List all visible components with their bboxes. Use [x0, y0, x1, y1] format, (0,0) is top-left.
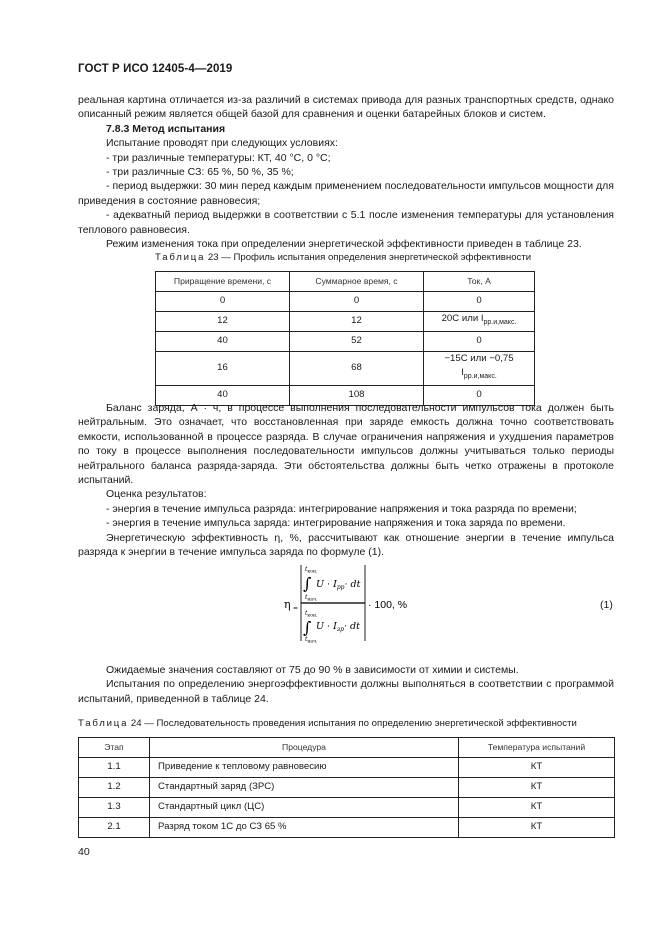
column-header: Приращение времени, с [156, 272, 290, 292]
table-label: Таблица [78, 718, 129, 729]
table-cell: 108 [290, 385, 424, 405]
table-cell: 0 [156, 292, 290, 312]
table-row [79, 778, 615, 798]
formula-numerator-body: $U \cdot I_{pp}\cdot$ dt [316, 579, 361, 591]
table-row [79, 818, 615, 838]
list-item: - энергия в течение импульса разряда: интегрирование напряжения и тока разряда по времени; [106, 502, 577, 515]
section-text-middle [78, 401, 614, 559]
table-cell: 40 [156, 332, 290, 352]
formula-upper-limit: $t_{кон.}$ [305, 566, 318, 575]
table-caption-text: 23 — Профиль испытания определения энергетической эффективности [207, 252, 532, 263]
page-number: 40 [78, 846, 90, 858]
table-cell: 12 [156, 312, 290, 332]
table-cell: Приведение к тепловому равновесию [150, 758, 459, 778]
integral-sign: ∫ [303, 618, 312, 637]
current-subscript: рр.и,макс. [483, 319, 517, 327]
table-header-row [79, 738, 615, 758]
table-cell: Разряд током 1C до СЗ 65 % [150, 818, 459, 838]
list-item: - энергия в течение импульса заряда: интегрирование напряжения и тока заряда по времени. [106, 517, 566, 530]
table-cell [424, 352, 535, 386]
formula-equals: = [293, 605, 299, 612]
paragraph-evaluation: Оценка результатов: [106, 488, 207, 501]
column-header: Суммарное время, с [290, 272, 424, 292]
table-caption-text: 24 — Последовательность проведения испытания по определению энергетической эффективности [130, 718, 577, 729]
table-header-row [156, 272, 535, 292]
table-row [156, 312, 535, 332]
table-cell: 12 [290, 312, 424, 332]
efficiency-formula [278, 563, 418, 643]
table-label: Таблица [155, 252, 206, 263]
table-cell: Стандартный заряд (ЗРС) [150, 778, 459, 798]
equation-number: (1) [600, 599, 613, 611]
table-23 [155, 271, 535, 406]
list-item: - три различные температуры: КТ, 40 °C, 0 °C; [106, 151, 331, 164]
paragraph-intro: реальная картина отличается из-за различий в системах привода для разных транспортных средств, однако описанный режим является общей базой для сравнения и оценки батарейных блоков и систем. [78, 94, 614, 121]
table-cell: 0 [290, 292, 424, 312]
paragraph-charge-balance: Баланс заряда, А · ч, в процессе выполнения последовательности импульсов тока должен быть нейтральным. Это означает, что восстановленная при заряде емкость должна точно соответствовать емкости, использованной в процессе разряда. В случае ограничения напряжения и ухудшения параметров по току в процессе выполнения последовательности импульсов должны учитываться только периоды нейтрального баланса разряда-заряда. Эти обстоятельства должны быть четко отражены в протоколе испытаний. [78, 402, 614, 487]
current-subscript: рр.и,макс. [463, 373, 497, 381]
column-header: Процедура [150, 738, 459, 758]
table-cell: 68 [290, 352, 424, 386]
list-item: - период выдержки: 30 мин перед каждым применением последовательности импульсов мощности для приведения в состояние равновесия; [78, 180, 614, 207]
table-row [156, 352, 535, 386]
formula-lower-limit: $t_{нач.}$ [305, 636, 318, 643]
paragraph-conditions: Испытание проводят при следующих условиях: [106, 137, 338, 150]
formula-upper-limit: $t_{кон.}$ [305, 610, 318, 619]
current-value: −15C или −0,75 I [444, 353, 514, 379]
paragraph-table-ref: Режим изменения тока при определении энергетической эффективности приведен в таблице 23. [106, 238, 582, 251]
table-24-caption [78, 717, 577, 731]
table-cell: 1.1 [79, 758, 150, 778]
table-cell [424, 312, 535, 332]
table-cell: Стандартный цикл (ЦС) [150, 798, 459, 818]
table-24 [78, 737, 615, 838]
section-heading: 7.8.3 Метод испытания [106, 122, 226, 135]
table-cell: КТ [459, 798, 615, 818]
table-cell: 16 [156, 352, 290, 386]
formula-eta: η [284, 598, 291, 611]
formula-tail: · 100, % [368, 599, 408, 611]
paragraph-program: Испытания по определению энергоэффективности должны выполняться в соответствии с программой испытаний, приведенной в таблице 24. [78, 678, 614, 705]
table-cell: 0 [424, 292, 535, 312]
standard-header: ГОСТ Р ИСО 12405-4—2019 [78, 63, 233, 75]
table-23-caption [155, 251, 531, 265]
formula-denominator-body: $U \cdot I_{зр}\cdot$ dt [316, 621, 360, 633]
formula-lower-limit: $t_{нач.}$ [305, 594, 318, 603]
section-text-bottom [78, 663, 614, 706]
table-row [156, 332, 535, 352]
column-header: Этап [79, 738, 150, 758]
section-text-top [78, 93, 614, 251]
table-cell: 52 [290, 332, 424, 352]
table-row [156, 292, 535, 312]
current-value: 20C или I [441, 313, 484, 325]
list-item: - три различные СЗ: 65 %, 50 %, 35 %; [106, 166, 294, 179]
integral-sign: ∫ [303, 574, 312, 593]
table-cell: 1.3 [79, 798, 150, 818]
table-cell: 0 [424, 385, 535, 405]
table-cell: КТ [459, 758, 615, 778]
list-item: - адекватный период выдержки в соответствии с 5.1 после изменения температуры для установления теплового равновесия. [78, 209, 614, 236]
table-cell: КТ [459, 818, 615, 838]
table-cell: КТ [459, 778, 615, 798]
table-cell: 2.1 [79, 818, 150, 838]
table-row [79, 798, 615, 818]
table-row [79, 758, 615, 778]
column-header: Температура испытаний [459, 738, 615, 758]
column-header: Ток, А [424, 272, 535, 292]
table-cell: 1.2 [79, 778, 150, 798]
table-cell: 0 [424, 332, 535, 352]
table-cell: 40 [156, 385, 290, 405]
paragraph-expected-values: Ожидаемые значения составляют от 75 до 90 % в зависимости от химии и системы. [106, 664, 519, 676]
paragraph-efficiency: Энергетическую эффективность η, %, рассчитывают как отношение энергии в течение импульса разряда к энергии в течение импульса заряда по формуле (1). [78, 531, 614, 559]
